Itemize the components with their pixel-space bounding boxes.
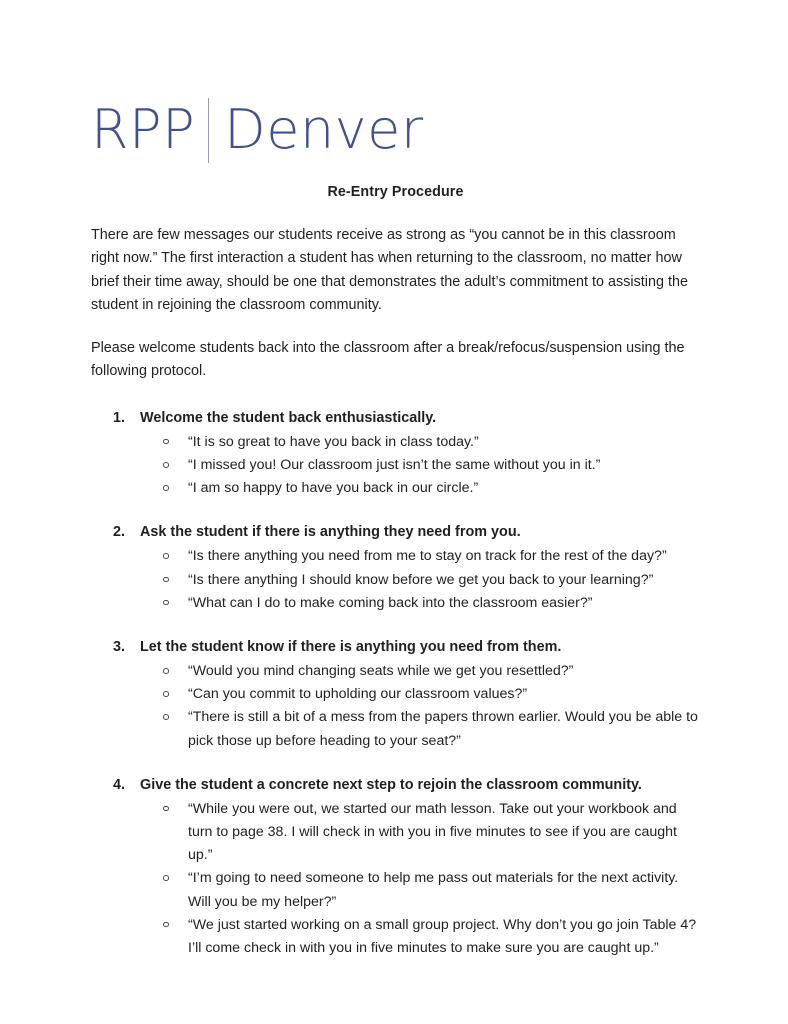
step-heading-text: Welcome the student back enthusiastically. xyxy=(140,409,437,426)
circle-bullet-icon xyxy=(163,668,169,674)
example-text: “Can you commit to upholding our classroom values?” xyxy=(188,686,528,703)
circle-bullet-icon xyxy=(163,462,169,468)
step-heading xyxy=(91,774,700,797)
list-item xyxy=(91,867,700,913)
list-item xyxy=(91,454,700,477)
step-heading-text: Let the student know if there is anything you need from them. xyxy=(140,639,562,655)
example-text: “There is still a bit of a mess from the papers thrown earlier. Would you be able to pick those up before heading to your seat?” xyxy=(188,709,698,749)
circle-bullet-icon xyxy=(163,577,169,583)
protocol-steps-list xyxy=(91,407,700,960)
protocol-intro-paragraph: Please welcome students back into the classroom after a break/refocus/suspension using the following protocol. xyxy=(91,340,685,380)
list-item xyxy=(91,683,700,706)
step-examples-list xyxy=(91,660,700,753)
list-item xyxy=(91,636,700,753)
example-text: “Is there anything you need from me to stay on track for the rest of the day?” xyxy=(188,548,667,565)
example-text: “What can I do to make coming back into the classroom easier?” xyxy=(188,594,593,611)
circle-bullet-icon xyxy=(163,600,169,606)
step-examples-list xyxy=(91,798,700,960)
step-heading xyxy=(91,636,700,659)
example-text: “We just started working on a small group project. Why don’t you go join Table 4? I’ll come check in with you in five minutes to make sure you are caught up.” xyxy=(188,916,697,957)
list-item xyxy=(91,798,700,868)
list-item xyxy=(91,706,700,752)
intro-paragraph: There are few messages our students receive as strong as “you cannot be in this classroom right now.” The first interaction a student has when returning to the classroom, no matter how brief their time away, should be one that demonstrates the adult’s commitment to assisting the student in rejoining the classroom community. xyxy=(91,227,688,313)
step-heading-text: Ask the student if there is anything they need from you. xyxy=(140,524,521,541)
list-item xyxy=(91,914,700,960)
circle-bullet-icon xyxy=(163,875,169,881)
list-item xyxy=(91,569,700,592)
example-text: “I am so happy to have you back in our circle.” xyxy=(188,480,479,497)
list-item xyxy=(91,774,700,960)
list-item xyxy=(91,431,700,454)
circle-bullet-icon xyxy=(163,691,169,697)
list-item xyxy=(91,477,700,500)
example-text: “I missed you! Our classroom just isn’t the same without you in it.” xyxy=(188,456,601,473)
page-title: Re-Entry Procedure xyxy=(327,184,464,200)
list-item xyxy=(91,592,700,615)
step-number: 4. xyxy=(113,776,126,793)
example-text: “It is so great to have you back in class today.” xyxy=(188,433,479,450)
list-item xyxy=(91,521,700,615)
circle-bullet-icon xyxy=(163,439,169,445)
example-text: “Would you mind changing seats while we get you resettled?” xyxy=(188,663,574,679)
circle-bullet-icon xyxy=(163,553,169,559)
circle-bullet-icon xyxy=(163,485,169,491)
step-number: 2. xyxy=(113,524,126,541)
example-text: “While you were out, we started our math lesson. Take out your workbook and turn to page 38. I will check in with you in five minutes to see if you are caught up.” xyxy=(188,800,677,864)
step-examples-list xyxy=(91,431,700,501)
brand-logo xyxy=(91,96,424,164)
step-examples-list xyxy=(91,545,700,615)
document-body xyxy=(91,183,700,960)
brand-mark-rpp: RPP xyxy=(91,98,196,161)
step-number: 1. xyxy=(113,409,126,426)
list-item xyxy=(91,407,700,501)
step-heading-text: Give the student a concrete next step to rejoin the classroom community. xyxy=(140,776,642,793)
example-text: “I’m going to need someone to help me pass out materials for the next activity. Will you be my helper?” xyxy=(188,870,679,910)
brand-word-denver: Denver xyxy=(224,98,424,161)
circle-bullet-icon xyxy=(163,714,169,720)
example-text: “Is there anything I should know before we get you back to your learning?” xyxy=(188,571,654,588)
circle-bullet-icon xyxy=(163,922,169,928)
step-heading xyxy=(91,407,700,430)
list-item xyxy=(91,545,700,568)
circle-bullet-icon xyxy=(163,806,169,812)
step-number: 3. xyxy=(113,639,126,655)
step-heading xyxy=(91,521,700,544)
list-item xyxy=(91,660,700,683)
